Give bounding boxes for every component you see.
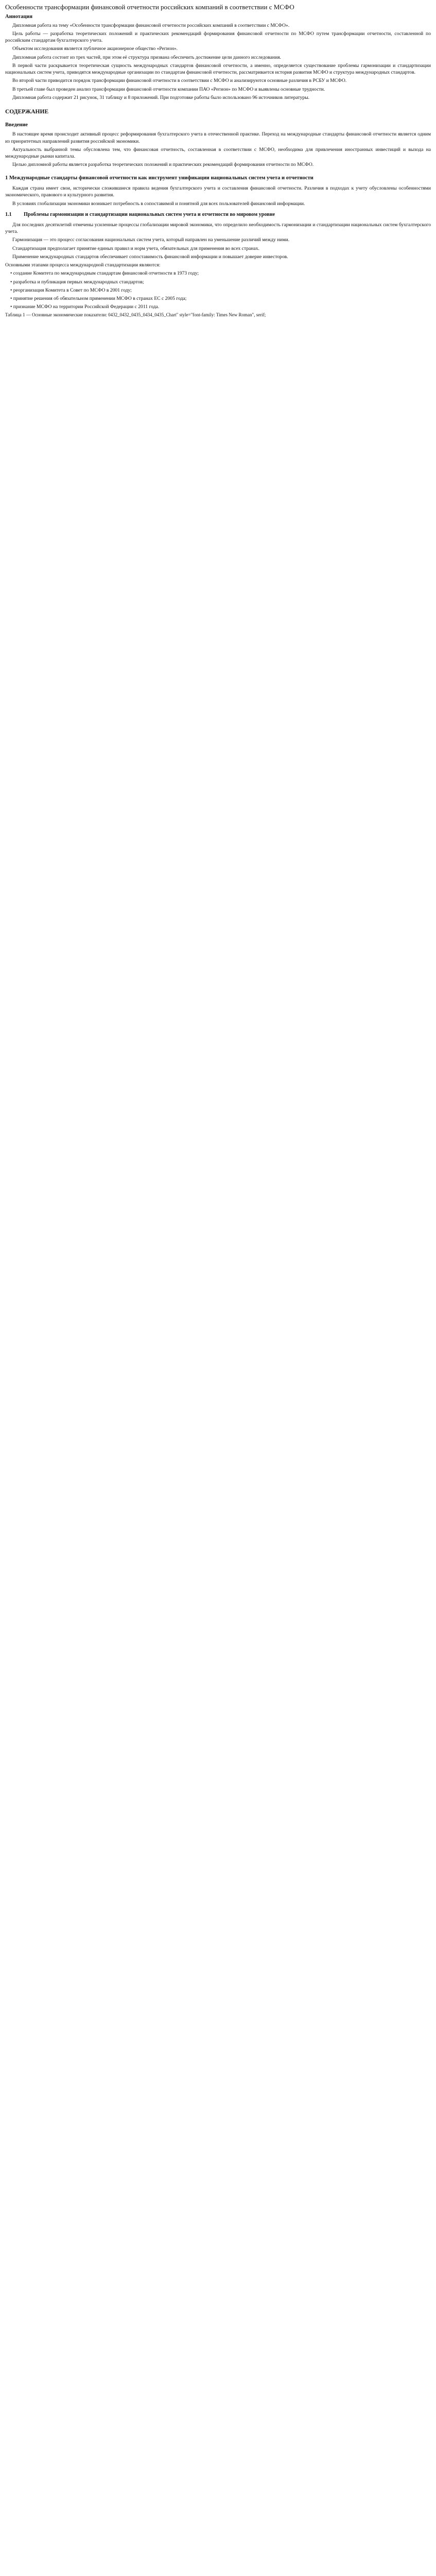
section-1-paragraph: Каждая страна имеет свои, исторически сложившиеся правила ведения бухгалтерского учета и составления финансовой отчетности. Различия в подходах к учету обусловлены особенностями экономического, правового и культурного развития.: [5, 185, 431, 198]
toc-heading: СОДЕРЖАНИЕ: [5, 109, 49, 115]
bullet-item: • создание Комитета по международным стандартам финансовой отчетности в 1973 году;: [10, 270, 199, 277]
section-1-paragraph: В условиях глобализации экономики возникает потребность в сопоставимой и понятной для всех пользователей финансовой информации.: [12, 200, 305, 207]
subsection-title: Проблемы гармонизации и стандартизации национальных систем учета и отчетности во мировом уровне: [24, 211, 275, 217]
annotation-paragraph: Во второй части приводится порядок трансформации финансовой отчетности в соответствии с МСФО и анализируются основные различия в РСБУ и МСФО.: [12, 78, 347, 84]
subsection-paragraph: Гармонизация — это процесс согласования национальных систем учета, который направлен на уменьшение различий между ними.: [12, 237, 290, 243]
subsection-paragraph: Стандартизация предполагает принятие единых правил и норм учета, обязательных для применения во всех странах.: [12, 245, 259, 251]
annotation-paragraph: Цель работы — разработка теоретических положений и практических рекомендаций формирования финансовой отчетности по МСФО путем трансформации отчетности, составленной по российским стандартам бухгалтерского учета.: [5, 30, 431, 44]
intro-heading: Введение: [5, 122, 28, 128]
subsection-paragraph: Для последних десятилетий отмечены усиленные процессы глобализации мировой экономики, что определило необходимость гармонизации и стандартизации национальных систем бухгалтерского учета.: [5, 222, 431, 235]
bullets-intro: Основными этапами процесса международной стандартизации являются:: [5, 262, 161, 268]
annotation-paragraph: Дипломная работа на тему «Особенности трансформации финансовой отчетности российских компаний в соответствии с МСФО».: [12, 22, 290, 28]
bullet-item: • разработка и публикация первых международных стандартов;: [10, 279, 144, 285]
intro-paragraph: В настоящее время происходит активный процесс реформирования бухгалтерского учета в отечественной практике. Переход на международные стандарты финансовой отчетности является одним из приоритетных направлений развития российской экономики.: [5, 131, 431, 144]
annotation-paragraph: В третьей главе был проведен анализ трансформации финансовой отчетности компании ПАО «Регион» по МСФО и выявлены основные трудности.: [12, 86, 325, 92]
annotation-paragraph: Дипломная работа содержит 21 рисунок, 31 таблицу и 8 приложений. При подготовке работы было использовано 96 источников литературы.: [12, 94, 310, 100]
annotation-paragraph: Дипломная работа состоит из трех частей, при этом её структура призвана обеспечить достижение цели данного исследования.: [12, 54, 281, 60]
subsection-number: 1.1: [5, 211, 12, 217]
subsection-paragraph: Применение международных стандартов обеспечивает сопоставимость финансовой информации и повышает доверие инвесторов.: [12, 253, 288, 260]
bullet-item: • реорганизация Комитета в Совет по МСФО в 2001 году;: [10, 287, 132, 293]
annotation-heading: Аннотация: [5, 14, 33, 20]
trailing-text: Таблица 1 — Основные экономические показатели: 0432_0432_0435_0434_0435_Chart" style="font-family: Times New Roman", serif;: [5, 312, 266, 318]
document-page: [5, 0, 431, 318]
bullet-item: • признание МСФО на территории Российской Федерации с 2011 года.: [10, 304, 160, 310]
bullet-list: [5, 270, 431, 310]
intro-paragraph: Актуальность выбранной темы обусловлена тем, что финансовая отчетность, составленная в соответствии с МСФО, необходима для привлечения иностранных инвестиций и выхода на международные рынки капитала.: [5, 146, 431, 160]
intro-paragraph: Целью дипломной работы является разработка теоретических положений и практических рекомендаций формирования отчетности по МСФО.: [12, 162, 314, 168]
section-1-heading: 1 Международные стандарты финансовой отчетности как инструмент унификации национальных систем учета и отчетности: [5, 175, 313, 181]
bullet-item: • принятие решения об обязательном применении МСФО в странах ЕС с 2005 года;: [10, 295, 187, 301]
annotation-paragraph: Объектом исследования является публичное акционерное общество «Регион».: [12, 46, 178, 52]
document-title: Особенности трансформации финансовой отчетности российских компаний в соответствии с МСФО: [5, 3, 294, 11]
annotation-paragraph: В первой части раскрывается теоретическая сущность международных стандартов финансовой отчетности, а именно, определяется существование проблемы гармонизации и стандартизации национальных систем учета, приводятся международные организации по стандартам финансовой отчетности, рассматривается история развития МСФО и структура международных стандартов.: [5, 62, 431, 76]
subsection-1-1-heading: [5, 211, 431, 218]
